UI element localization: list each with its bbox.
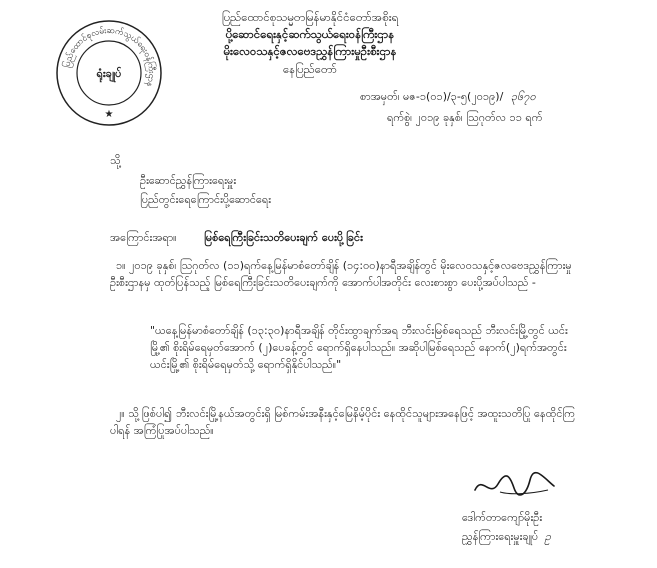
signatory-title-text: ညွှန်ကြားရေးမှူးချုပ်	[462, 530, 539, 543]
header-department: မိုးလေဝသနှင့်ဇလဗေဒညွှန်ကြားမှုဦးစီးဌာန	[223, 44, 397, 58]
recipient-to: သို့	[110, 154, 121, 167]
letter-number	[360, 90, 536, 104]
body-quote: "ယနေ့မြန်မာစံတော်ချိန် (၁၃:၃၀)နာရီအချိန် တိုင်းထွာချက်အရ ဘီးလင်းမြစ်ရေသည် ဘီးလင်းမြို့တွင် ယင်းမြို့၏ စိုးရိမ်ရေမှတ်အောက် (၂)ပေခန့်တွင် ရောက်ရှိနေပါသည်။ အဆိုပါမြစ်ရေသည် နောက်(၂)ရက်အတွင်း ယင်းမြို့၏ စိုးရိမ်ရေမှတ်သို့ ရောက်ရှိနိုင်ပါသည်။"	[150, 324, 568, 371]
letter-number-text: စာအမှတ်၊ မဇ-၁(၀၁)/၃-၅(၂၀၁၉)/	[360, 90, 504, 103]
letter-number-handwritten: ၃၆၇၀	[510, 90, 536, 103]
recipient-title: ဦးဆောင်ညွှန်ကြားရေးမှူး	[140, 174, 237, 187]
signatory-name: ဒေါက်တာကျော်မိုးဦး	[462, 511, 543, 524]
signature-mark	[470, 470, 560, 500]
header-ministry: ပို့ဆောင်ရေးနှင့်ဆက်သွယ်ရေးဝန်ကြီးဌာန	[225, 27, 395, 41]
subject-label: အကြောင်းအရာ။	[110, 231, 177, 244]
header-city: နေပြည်တော်	[283, 62, 337, 76]
recipient-office: ပြည်တွင်းရေကြောင်းပို့ဆောင်ရေး	[140, 193, 272, 206]
seal-star-icon: ★	[104, 109, 114, 120]
body-paragraph-2: ၂။ သို့ဖြစ်ပါ၍ ဘီးလင်းမြို့နယ်အတွင်းရှိ မြစ်ကမ်းအနီးနှင့်မြေနိမ့်ပိုင်း နေထိုင်သူများအနေဖြင့် အထူးသတိပြု နေထိုင်ကြပါရန် အကြံပြုအပ်ပါသည်။	[110, 407, 576, 437]
letter-date: ရက်စွဲ၊ ၂၀၁၉ ခုနှစ်၊ ဩဂုတ်လ ၁၁ ရက်	[387, 111, 543, 124]
subject-text: မြစ်ရေကြီးခြင်းသတိပေးချက် ပေးပို့ခြင်း	[204, 231, 363, 244]
department-seal	[54, 18, 164, 128]
seal-ring-text: ပြည်ထောင်စုလမ်းဆက်သွယ်ရေးဝန်ကြီးဌာန	[62, 25, 157, 88]
signatory-title	[462, 530, 551, 544]
header-government: ပြည်ထောင်စုသမ္မတမြန်မာနိုင်ငံတော်အစိုးရ	[221, 10, 399, 24]
signatory-title-handwritten: ဥ	[544, 530, 551, 543]
body-paragraph-1: ၁။ ၂၀၁၉ ခုနှစ်၊ ဩဂုတ်လ (၁၁)ရက်နေ့မြန်မာစံတော်ချိန် (၁၄:၀၀)နာရီအချိန်တွင် မိုးလေဝသနှင့်ဇလဗေဒညွှန်ကြားမှုဦးစီးဌာနမှ ထုတ်ပြန်သည့် မြစ်ရေကြီးခြင်းသတိပေးချက်ကို အောက်ပါအတိုင်း လေးစားစွာ ပေးပို့အပ်ပါသည် -	[110, 259, 572, 289]
seal-center-text: ရုံးချုပ်	[96, 67, 122, 80]
